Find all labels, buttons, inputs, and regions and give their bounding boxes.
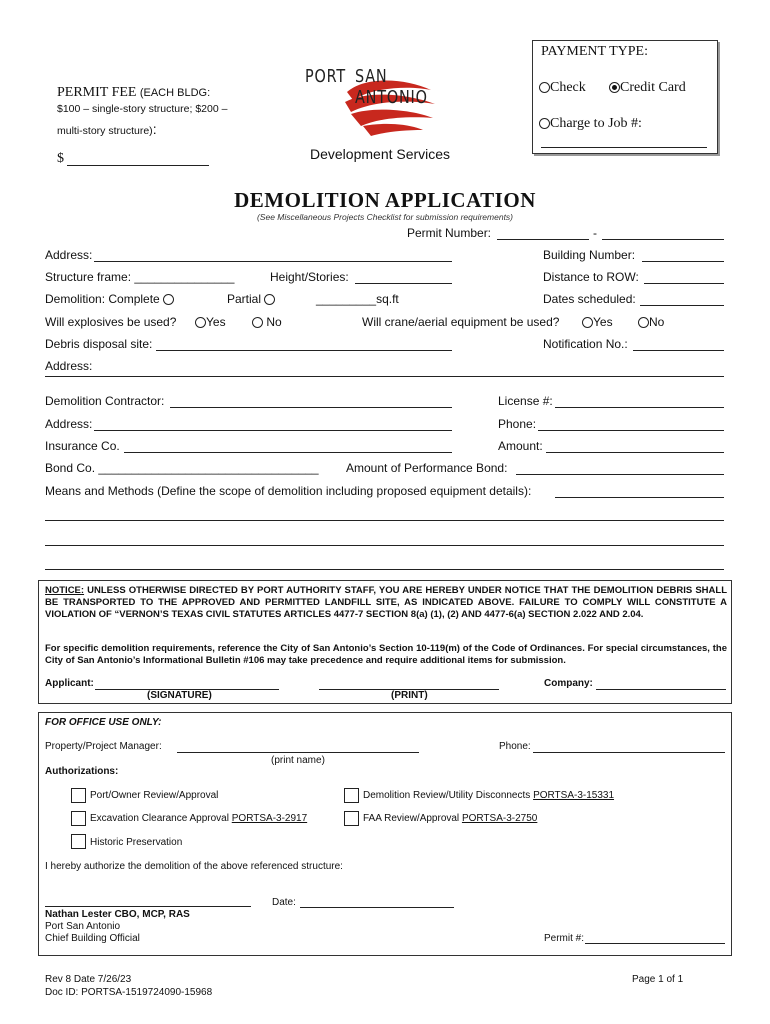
means-line-2[interactable] [45, 545, 724, 546]
page-subtitle: (See Miscellaneous Projects Checklist for submission requirements) [256, 212, 514, 222]
check-radio[interactable] [539, 82, 550, 93]
office-permit-label: Permit #: [544, 933, 585, 944]
notice-text [45, 585, 727, 621]
official-org: Port San Antonio [45, 921, 121, 932]
payment-check-option[interactable] [539, 80, 586, 96]
payment-credit-option[interactable] [609, 80, 686, 96]
permit-fee-line3: multi-story structure) [57, 125, 153, 137]
applicant-label: Applicant: [45, 678, 94, 689]
demo-review-checkbox[interactable] [344, 788, 359, 803]
footer-doc-id: Doc ID: PORTSA-1519724090-15968 [45, 987, 213, 998]
notification-no-line[interactable] [633, 350, 724, 351]
partial-radio[interactable] [264, 294, 275, 305]
official-signature-line[interactable] [45, 906, 251, 907]
complete-radio[interactable] [163, 294, 174, 305]
crane-no-option[interactable] [638, 315, 664, 329]
historic-checkbox[interactable] [71, 834, 86, 849]
means-line-0[interactable] [555, 497, 724, 498]
contractor-label: Demolition Contractor: [45, 394, 165, 408]
dates-scheduled-label: Dates scheduled: [543, 292, 636, 306]
demolition-complete-option[interactable] [45, 292, 174, 306]
excavation-text: Excavation Clearance Approval [90, 813, 232, 824]
amount-label: Amount: [498, 439, 543, 453]
credit-card-label: Credit Card [620, 80, 686, 95]
crane-yes-label: Yes [593, 315, 613, 329]
permit-fee-each: (EACH BLDG: [139, 87, 211, 99]
signature-caption: (SIGNATURE) [147, 690, 212, 701]
notification-no-label: Notification No.: [543, 337, 628, 351]
pm-line[interactable] [177, 752, 419, 753]
print-name-caption: (print name) [271, 755, 325, 766]
permit-fee-line2: $100 – single-story structure; $200 – [57, 103, 228, 115]
faa-label [363, 813, 537, 824]
performance-bond-label: Amount of Performance Bond: [346, 461, 508, 475]
footer-rev: Rev 8 Date 7/26/23 [45, 974, 132, 985]
crane-yes-option[interactable] [582, 315, 613, 329]
footer-page: Page 1 of 1 [632, 974, 684, 985]
distance-row-label: Distance to ROW: [543, 270, 639, 284]
permit-fee-block [57, 85, 247, 137]
payment-type-box [532, 40, 718, 154]
charge-to-job-radio[interactable] [539, 118, 550, 129]
address-label: Address: [45, 248, 93, 262]
partial-label: Partial [227, 292, 262, 306]
official-title: Chief Building Official [45, 933, 140, 944]
building-number-label: Building Number: [543, 248, 636, 262]
company-line[interactable] [596, 689, 726, 690]
means-line-3[interactable] [45, 569, 724, 570]
means-label: Means and Methods (Define the scope of demolition including proposed equipment details): [45, 484, 532, 498]
check-label: Check [550, 80, 586, 95]
permit-fee-amount-line[interactable] [67, 165, 209, 166]
notice-text2: For specific demolition requirements, reference the City of San Antonio’s Section 10-119(m) of the Code of Ordinances. For special circumstances, the City of San Antonio’s Informational Bulletin #106 may take precedence and require additional items for submission. [45, 643, 727, 666]
charge-to-job-label: Charge to Job #: [550, 116, 642, 131]
authorizations-label: Authorizations: [45, 766, 119, 777]
excavation-label [90, 813, 307, 824]
contractor-address-line[interactable] [94, 430, 452, 431]
explosives-yes-radio[interactable] [195, 317, 206, 328]
excavation-checkbox[interactable] [71, 811, 86, 826]
crane-label: Will crane/aerial equipment be used? [362, 315, 560, 329]
official-date-line[interactable] [300, 907, 454, 908]
sqft-label: _________sq.ft [316, 292, 399, 306]
address-line[interactable] [94, 261, 452, 262]
debris-site-label: Debris disposal site: [45, 337, 153, 351]
explosives-no-label: No [266, 315, 282, 329]
contractor-address-label: Address: [45, 417, 93, 431]
company-label: Company: [544, 678, 593, 689]
dates-scheduled-line[interactable] [640, 305, 724, 306]
port-owner-label: Port/Owner Review/Approval [90, 790, 219, 801]
charge-job-line[interactable] [541, 147, 707, 148]
notice-label: NOTICE: [45, 585, 85, 596]
insurance-label: Insurance Co. [45, 439, 120, 453]
height-stories-label: Height/Stories: [270, 270, 349, 284]
faa-text: FAA Review/Approval [363, 813, 462, 824]
dept-name: Development Services [310, 146, 451, 162]
license-label: License #: [498, 394, 553, 408]
permit-number-dash: - [593, 226, 597, 240]
official-date-label: Date: [272, 897, 296, 908]
faa-checkbox[interactable] [344, 811, 359, 826]
office-permit-line[interactable] [585, 943, 725, 944]
height-stories-line[interactable] [355, 283, 452, 284]
debris-site-line[interactable] [156, 350, 452, 351]
license-line[interactable] [555, 407, 724, 408]
crane-yes-radio[interactable] [582, 317, 593, 328]
bond-label: Bond Co. _________________________________ [45, 461, 319, 475]
logo-text-left: PORT [305, 66, 346, 87]
excavation-code-link[interactable]: PORTSA-3-2917 [231, 813, 308, 824]
permit-fee-title: PERMIT FEE [57, 85, 137, 100]
explosives-yes-label: Yes [206, 315, 226, 329]
building-number-line[interactable] [642, 261, 724, 262]
port-owner-checkbox[interactable] [71, 788, 86, 803]
permit-fee-colon: : [152, 121, 157, 137]
print-caption: (PRINT) [391, 690, 428, 701]
contractor-phone-label: Phone: [498, 417, 537, 431]
faa-code-link[interactable]: PORTSA-3-2750 [461, 813, 538, 824]
debris-address-line[interactable] [45, 376, 724, 377]
office-phone-line[interactable] [533, 752, 725, 753]
payment-type-title: PAYMENT TYPE: [541, 44, 648, 59]
authorize-text: I hereby authorize the demolition of the above referenced structure: [45, 861, 343, 872]
amount-line[interactable] [546, 452, 724, 453]
payment-charge-option[interactable] [539, 116, 642, 132]
contractor-line[interactable] [170, 407, 452, 408]
crane-no-radio[interactable] [638, 317, 649, 328]
explosives-no-option[interactable] [252, 315, 282, 329]
official-name: Nathan Lester CBO, MCP, RAS [45, 909, 190, 920]
notice-text1: UNLESS OTHERWISE DIRECTED BY PORT AUTHORITY STAFF, YOU ARE HEREBY UNDER NOTICE THAT THE DEMOLITION DEBRIS SHALL BE TRANSPORTED TO THE APPROVED AND PERMITTED LANDFILL SITE, AS INDICATED ABOVE. FAILURE TO COMPLY WILL CONSTITUTE A VIOLATION OF “VERNON’S TEXAS CIVIL STATUTES ARTICLES 4477-7 SECTION 8(a) (1), (2) AND 4477-6(a) SECTION 2.022 AND 2.04. [45, 585, 727, 620]
page-title: DEMOLITION APPLICATION [234, 188, 536, 212]
port-san-antonio-logo [305, 62, 465, 144]
insurance-line[interactable] [124, 452, 452, 453]
permit-number-label: Permit Number: [407, 226, 492, 240]
historic-label: Historic Preservation [90, 837, 183, 848]
crane-no-label: No [649, 315, 665, 329]
explosives-label: Will explosives be used? [45, 315, 177, 329]
structure-frame-label: Structure frame: _______________ [45, 270, 235, 284]
permit-fee-dollar: $ [57, 151, 64, 166]
means-line-1[interactable] [45, 520, 724, 521]
performance-bond-line[interactable] [516, 474, 724, 475]
demo-review-label [363, 790, 614, 801]
logo-text-right: SAN ANTONIO [355, 66, 428, 108]
explosives-yes-option[interactable] [195, 315, 226, 329]
explosives-no-radio[interactable] [252, 317, 263, 328]
debris-address-label: Address: [45, 359, 93, 373]
office-use-title: FOR OFFICE USE ONLY: [45, 717, 162, 728]
credit-card-radio[interactable] [609, 82, 620, 93]
permit-number-line-2[interactable] [602, 239, 724, 240]
contractor-phone-line[interactable] [538, 430, 724, 431]
permit-number-line-1[interactable] [497, 239, 589, 240]
pm-label: Property/Project Manager: [45, 741, 162, 752]
office-use-box [38, 712, 732, 956]
notice-box [38, 580, 732, 704]
demolition-complete-label: Demolition: Complete [45, 292, 160, 306]
demolition-partial-option[interactable] [227, 292, 275, 306]
demo-review-text: Demolition Review/Utility Disconnects [363, 790, 534, 801]
demo-review-code-link[interactable]: PORTSA-3-15331 [533, 790, 615, 801]
office-phone-label: Phone: [499, 741, 531, 752]
distance-row-line[interactable] [644, 283, 724, 284]
